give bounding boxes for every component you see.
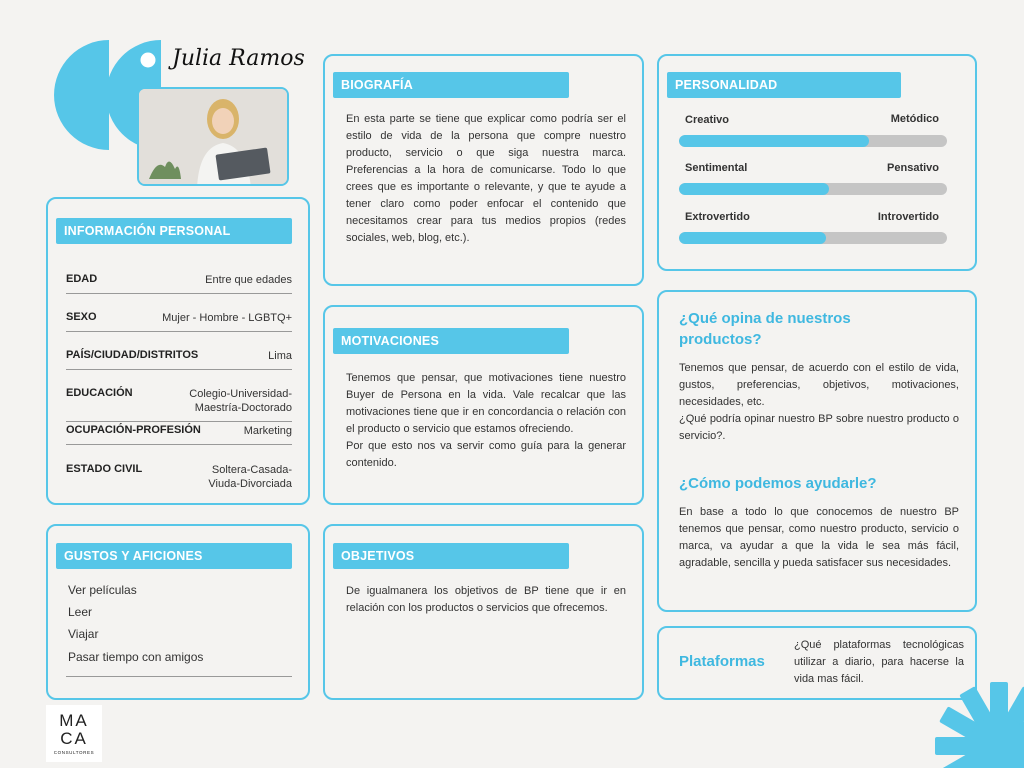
motivations-card — [323, 305, 644, 505]
starburst-decoration — [935, 682, 1024, 768]
info-key: EDAD — [66, 273, 98, 285]
help-title: ¿Cómo podemos ayudarle? — [679, 475, 877, 492]
trait-left-label: Sentimental — [685, 162, 748, 174]
info-key: PAÍS/CIUDAD/DISTRITOS — [66, 349, 199, 361]
opinion-help-card — [657, 290, 977, 612]
trait-bar — [679, 232, 947, 244]
objectives-title: OBJETIVOS — [333, 543, 569, 569]
hobbies-title: GUSTOS Y AFICIONES — [56, 543, 292, 569]
profile-photo — [137, 87, 289, 186]
info-key: OCUPACIÓN-PROFESIÓN — [66, 424, 201, 436]
person-illustration — [139, 89, 289, 186]
info-value: Mujer - Hombre - LGBTQ+ — [162, 312, 292, 324]
logo-line-1: MA — [59, 711, 89, 730]
help-text: En base a todo lo que conocemos de nuestro BP tenemos que pensar, como nuestro producto, servicio o marca, va ayudar a que la vida le sea más fácil, agradable, sencilla y pueda satisfacer sus necesidades. — [679, 506, 959, 569]
platforms-text: ¿Qué plataformas tecnológicas utilizar a diario, para hacerse la vida mas fácil. — [794, 639, 964, 685]
objectives-card — [323, 524, 644, 700]
info-value: Lima — [268, 350, 292, 362]
biography-title: BIOGRAFÍA — [333, 72, 569, 98]
motivations-title: MOTIVACIONES — [333, 328, 569, 354]
info-row-age — [66, 273, 292, 294]
biography-text: En esta parte se tiene que explicar como podría ser el estilo de vida de la persona que compre nuestro producto, servicio o que siga nuestra marca. Preferencias a la hora de comunicarse. Todo lo que crees que es importante o relevante, y que te ayude a tener claro como poder enfocar el contenido que necesitamos crear para tus medios propios (redes sociales, web, blog, etc.). — [346, 113, 626, 244]
personality-title: PERSONALIDAD — [667, 72, 901, 98]
personality-card — [657, 54, 977, 271]
company-logo — [46, 705, 102, 762]
trait-right-label: Pensativo — [887, 162, 939, 174]
info-value: Entre que edades — [205, 274, 292, 286]
info-value: Soltera-Casada- Viuda-Divorciada — [208, 464, 292, 490]
info-key: SEXO — [66, 311, 97, 323]
biography-card — [323, 54, 644, 286]
info-row-occupation — [66, 424, 292, 445]
logo-subtitle: CONSULTORES — [53, 750, 95, 755]
objectives-text: De igualmanera los objetivos de BP tiene que ir en relación con los productos o servicios que ofrecemos. — [346, 585, 626, 614]
info-row-civil-status — [66, 463, 292, 497]
personal-info-title: INFORMACIÓN PERSONAL — [56, 218, 292, 244]
info-row-sex — [66, 311, 292, 332]
personal-info-card — [46, 197, 310, 505]
hobbies-card — [46, 524, 310, 700]
info-row-education — [66, 387, 292, 422]
hobby-item: Viajar — [68, 627, 99, 641]
platforms-title: Plataformas — [679, 653, 765, 670]
opinion-text: Tenemos que pensar, de acuerdo con el estilo de vida, gustos, preferencias, objetivos, motivaciones, necesidades, etc. ¿Qué podría opinar nuestro BP sobre nuestro producto o servicio?. — [679, 362, 959, 442]
trait-left-label: Creativo — [685, 114, 730, 126]
logo-line-2: CA — [60, 729, 88, 748]
persona-name: Julia Ramos — [172, 46, 305, 71]
opinion-title: ¿Qué opina de nuestros productos? — [679, 310, 851, 348]
trait-bar — [679, 183, 947, 195]
hobby-item: Ver películas — [68, 583, 137, 597]
info-value: Colegio-Universidad- Maestría-Doctorado — [189, 388, 292, 414]
trait-bar-fill — [679, 183, 829, 195]
trait-right-label: Metódico — [890, 113, 939, 125]
hobby-item: Leer — [68, 605, 93, 619]
trait-bar-fill — [679, 135, 869, 147]
trait-right-label: Introvertido — [877, 211, 939, 223]
trait-left-label: Extrovertido — [685, 211, 750, 223]
motivations-text: Tenemos que pensar, que motivaciones tiene nuestro Buyer de Persona en la vida. Vale recalcar que las motivaciones tiene que ir en concordancia o relación con el producto o servicio que estamos ofreciendo. Por que esto nos va servir como guía para la generar contenido. — [346, 372, 626, 469]
info-key: EDUCACIÓN — [66, 387, 133, 399]
info-value: Marketing — [243, 425, 292, 437]
info-key: ESTADO CIVIL — [66, 463, 143, 475]
hobby-item: Pasar tiempo con amigos — [68, 650, 204, 664]
hobbies-divider — [66, 676, 292, 677]
trait-bar — [679, 135, 947, 147]
info-row-location — [66, 349, 292, 370]
trait-bar-fill — [679, 232, 826, 244]
platforms-card — [657, 626, 977, 700]
